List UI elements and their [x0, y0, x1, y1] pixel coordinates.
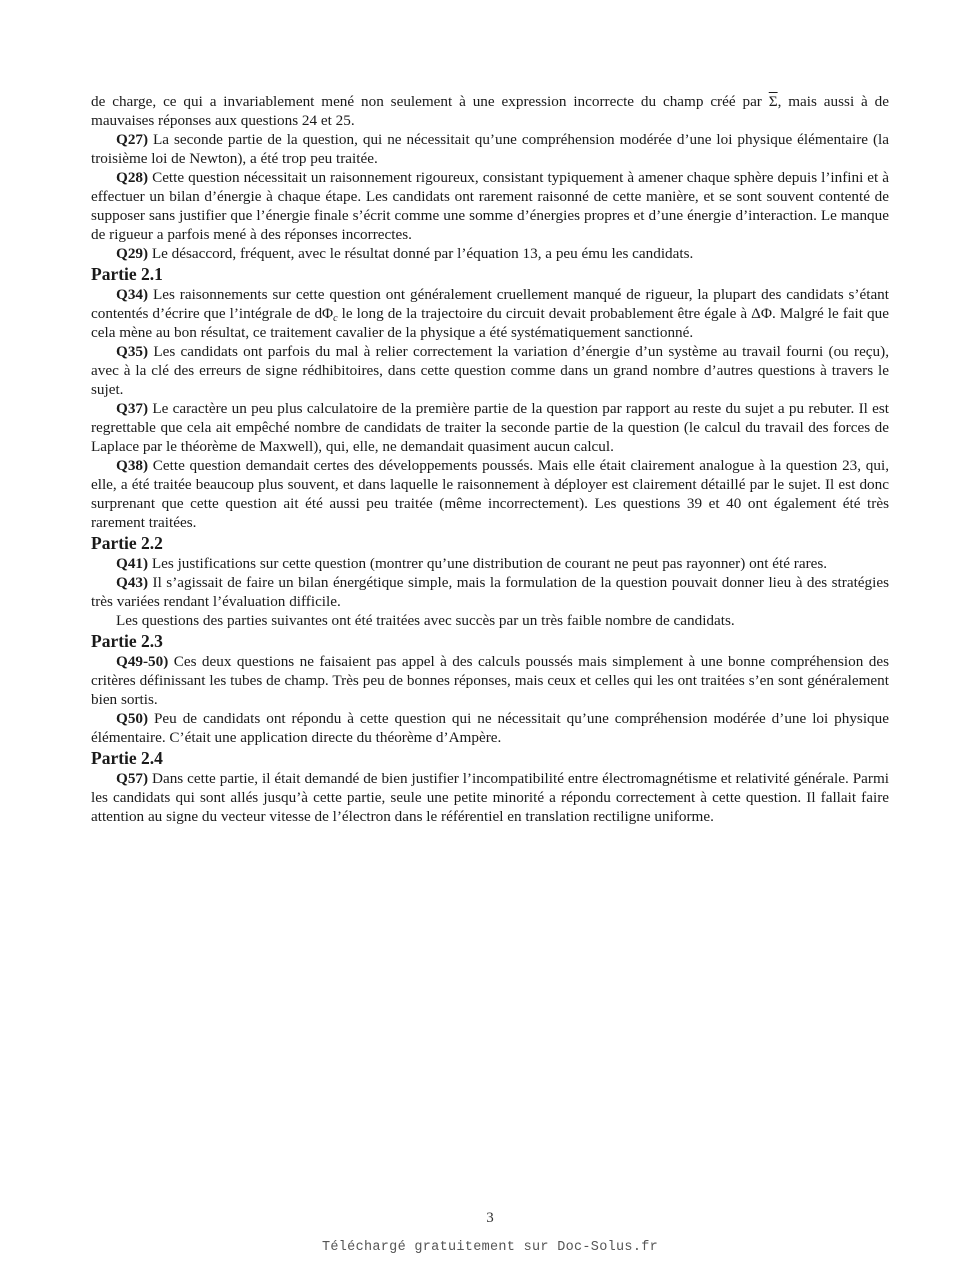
question-label: Q49-50) — [116, 653, 169, 670]
question-label: Q37) — [116, 400, 149, 417]
page-body — [91, 92, 889, 826]
question-paragraph-q35 — [91, 342, 889, 399]
question-label: Q34) — [116, 286, 149, 303]
section-title-partie-2-1: Partie 2.1 — [91, 264, 163, 284]
question-text: Le caractère un peu plus calculatoire de la première partie de la question par rapport au reste du sujet a pu rebuter. Il est regrettable que cela ait empêché nombre de candidats de traiter la seconde partie de la question (le calcul du travail des forces de Laplace par le théorème de Maxwell), qui, elle, ne demandait quasiment aucun calcul. — [91, 400, 889, 455]
question-label: Q38) — [116, 457, 149, 474]
question-paragraph-q27 — [91, 130, 889, 168]
question-text: Dans cette partie, il était demandé de bien justifier l’incompatibilité entre électromagnétisme et relativité générale. Parmi les candidats qui sont allés jusqu’à cette partie, seule une petite minorité a répondu correctement à cette question. Il fallait faire attention au signe du vecteur vitesse de l’électron dans le référentiel en translation rectiligne uniforme. — [91, 770, 889, 825]
question-label: Q35) — [116, 343, 149, 360]
question-label: Q28) — [116, 169, 149, 186]
footer-download-note: Téléchargé gratuitement sur Doc-Solus.fr — [321, 1240, 659, 1255]
note-paragraph: Les questions des parties suivantes ont été traitées avec succès par un très faible nombre de candidats. — [116, 612, 735, 629]
question-paragraph-q43 — [91, 573, 889, 611]
question-text: Les raisonnements sur cette question ont généralement cruellement manqué de rigueur, la plupart des candidats s’étant contentés d’écrire que l’intégrale de dΦ — [91, 286, 889, 322]
section-title-partie-2-3: Partie 2.3 — [91, 631, 163, 651]
question-label: Q27) — [116, 131, 149, 148]
question-label: Q41) — [116, 555, 149, 572]
question-paragraph-q57 — [91, 769, 889, 826]
question-text-continued: le long de la trajectoire du circuit devait probablement être égale à ΔΦ. Malgré le fait que cela mène au bon résultat, ce traitement cavalier de la physique a été systématiquement sanctionné. — [91, 305, 889, 341]
section-title-partie-2-4: Partie 2.4 — [91, 748, 163, 768]
question-text: Il s’agissait de faire un bilan énergétique simple, mais la formulation de la question pouvait donner lieu à des stratégies très variées rendant l’évaluation difficile. — [91, 574, 889, 610]
intro-text-end: , mais aussi à de mauvaises réponses aux questions 24 et 25. — [91, 93, 889, 129]
question-label: Q29) — [116, 245, 149, 262]
question-paragraph-q37 — [91, 399, 889, 456]
intro-paragraph — [91, 92, 889, 130]
page-number: 3 — [486, 1210, 494, 1226]
sigma-symbol: $\overline{\Sigma}$ — [768, 93, 778, 110]
question-label: Q57) — [116, 770, 149, 787]
question-text: Cette question demandait certes des développements poussés. Mais elle était clairement analogue à la question 23, qui, elle, a été traitée beaucoup plus souvent, et dans laquelle le raisonnement à déployer est clairement détaillé par le sujet. Il est donc surprenant que cette question ait été aussi peu traitée (même incorrectement). Les questions 39 et 40 ont également été très rarement traitées. — [91, 457, 889, 531]
section-title-partie-2-2: Partie 2.2 — [91, 533, 163, 553]
question-paragraph-q29 — [91, 244, 889, 263]
question-paragraph-q41 — [91, 554, 889, 573]
question-text: Les justifications sur cette question (montrer qu’une distribution de courant ne peut pas rayonner) ont été rares. — [148, 555, 828, 572]
question-label: Q50) — [116, 710, 149, 727]
question-paragraph-q50 — [91, 709, 889, 747]
question-paragraph-q28 — [91, 168, 889, 244]
question-text: Cette question nécessitait un raisonnement rigoureux, consistant typiquement à amener chaque sphère depuis l’infini et à effectuer un bilan d’énergie à chaque étape. Les candidats ont rarement raisonné de cette manière, et se sont souvent contenté de supposer sans justifier que l’énergie finale s’écrit comme une somme d’énergies propres et d’une énergie d’interaction. Le manque de rigueur a parfois mené à des réponses incorrectes. — [91, 169, 889, 243]
question-text: Ces deux questions ne faisaient pas appel à des calculs poussés mais simplement à une bonne compréhension des critères définissant les tubes de champ. Très peu de bonnes réponses, mais ceux et celles qui les ont traitées s’en sont généralement bien sortis. — [91, 653, 889, 708]
question-text: Le désaccord, fréquent, avec le résultat donné par l’équation 13, a peu ému les candidats. — [148, 245, 694, 262]
question-paragraph-q49-50 — [91, 652, 889, 709]
question-text: La seconde partie de la question, qui ne nécessitait qu’une compréhension modérée d’une loi physique élémentaire (la troisième loi de Newton), a été trop peu traitée. — [91, 131, 889, 167]
question-paragraph-q34 — [91, 285, 889, 342]
question-label: Q43) — [116, 574, 149, 591]
subscript-c: c — [333, 313, 338, 324]
question-paragraph-q38 — [91, 456, 889, 532]
question-text: Les candidats ont parfois du mal à relier correctement la variation d’énergie d’un système au travail fourni (ou reçu), avec à la clé des erreurs de signe rédhibitoires, dans cette question comme dans un grand nombre d’autres questions à travers le sujet. — [91, 343, 889, 398]
intro-text-start: de charge, ce qui a invariablement mené non seulement à une expression incorrecte du champ créé par — [91, 93, 769, 110]
question-text: Peu de candidats ont répondu à cette question qui ne nécessitait qu’une compréhension modérée d’une loi physique élémentaire. C’était une application directe du théorème d’Ampère. — [91, 710, 889, 746]
